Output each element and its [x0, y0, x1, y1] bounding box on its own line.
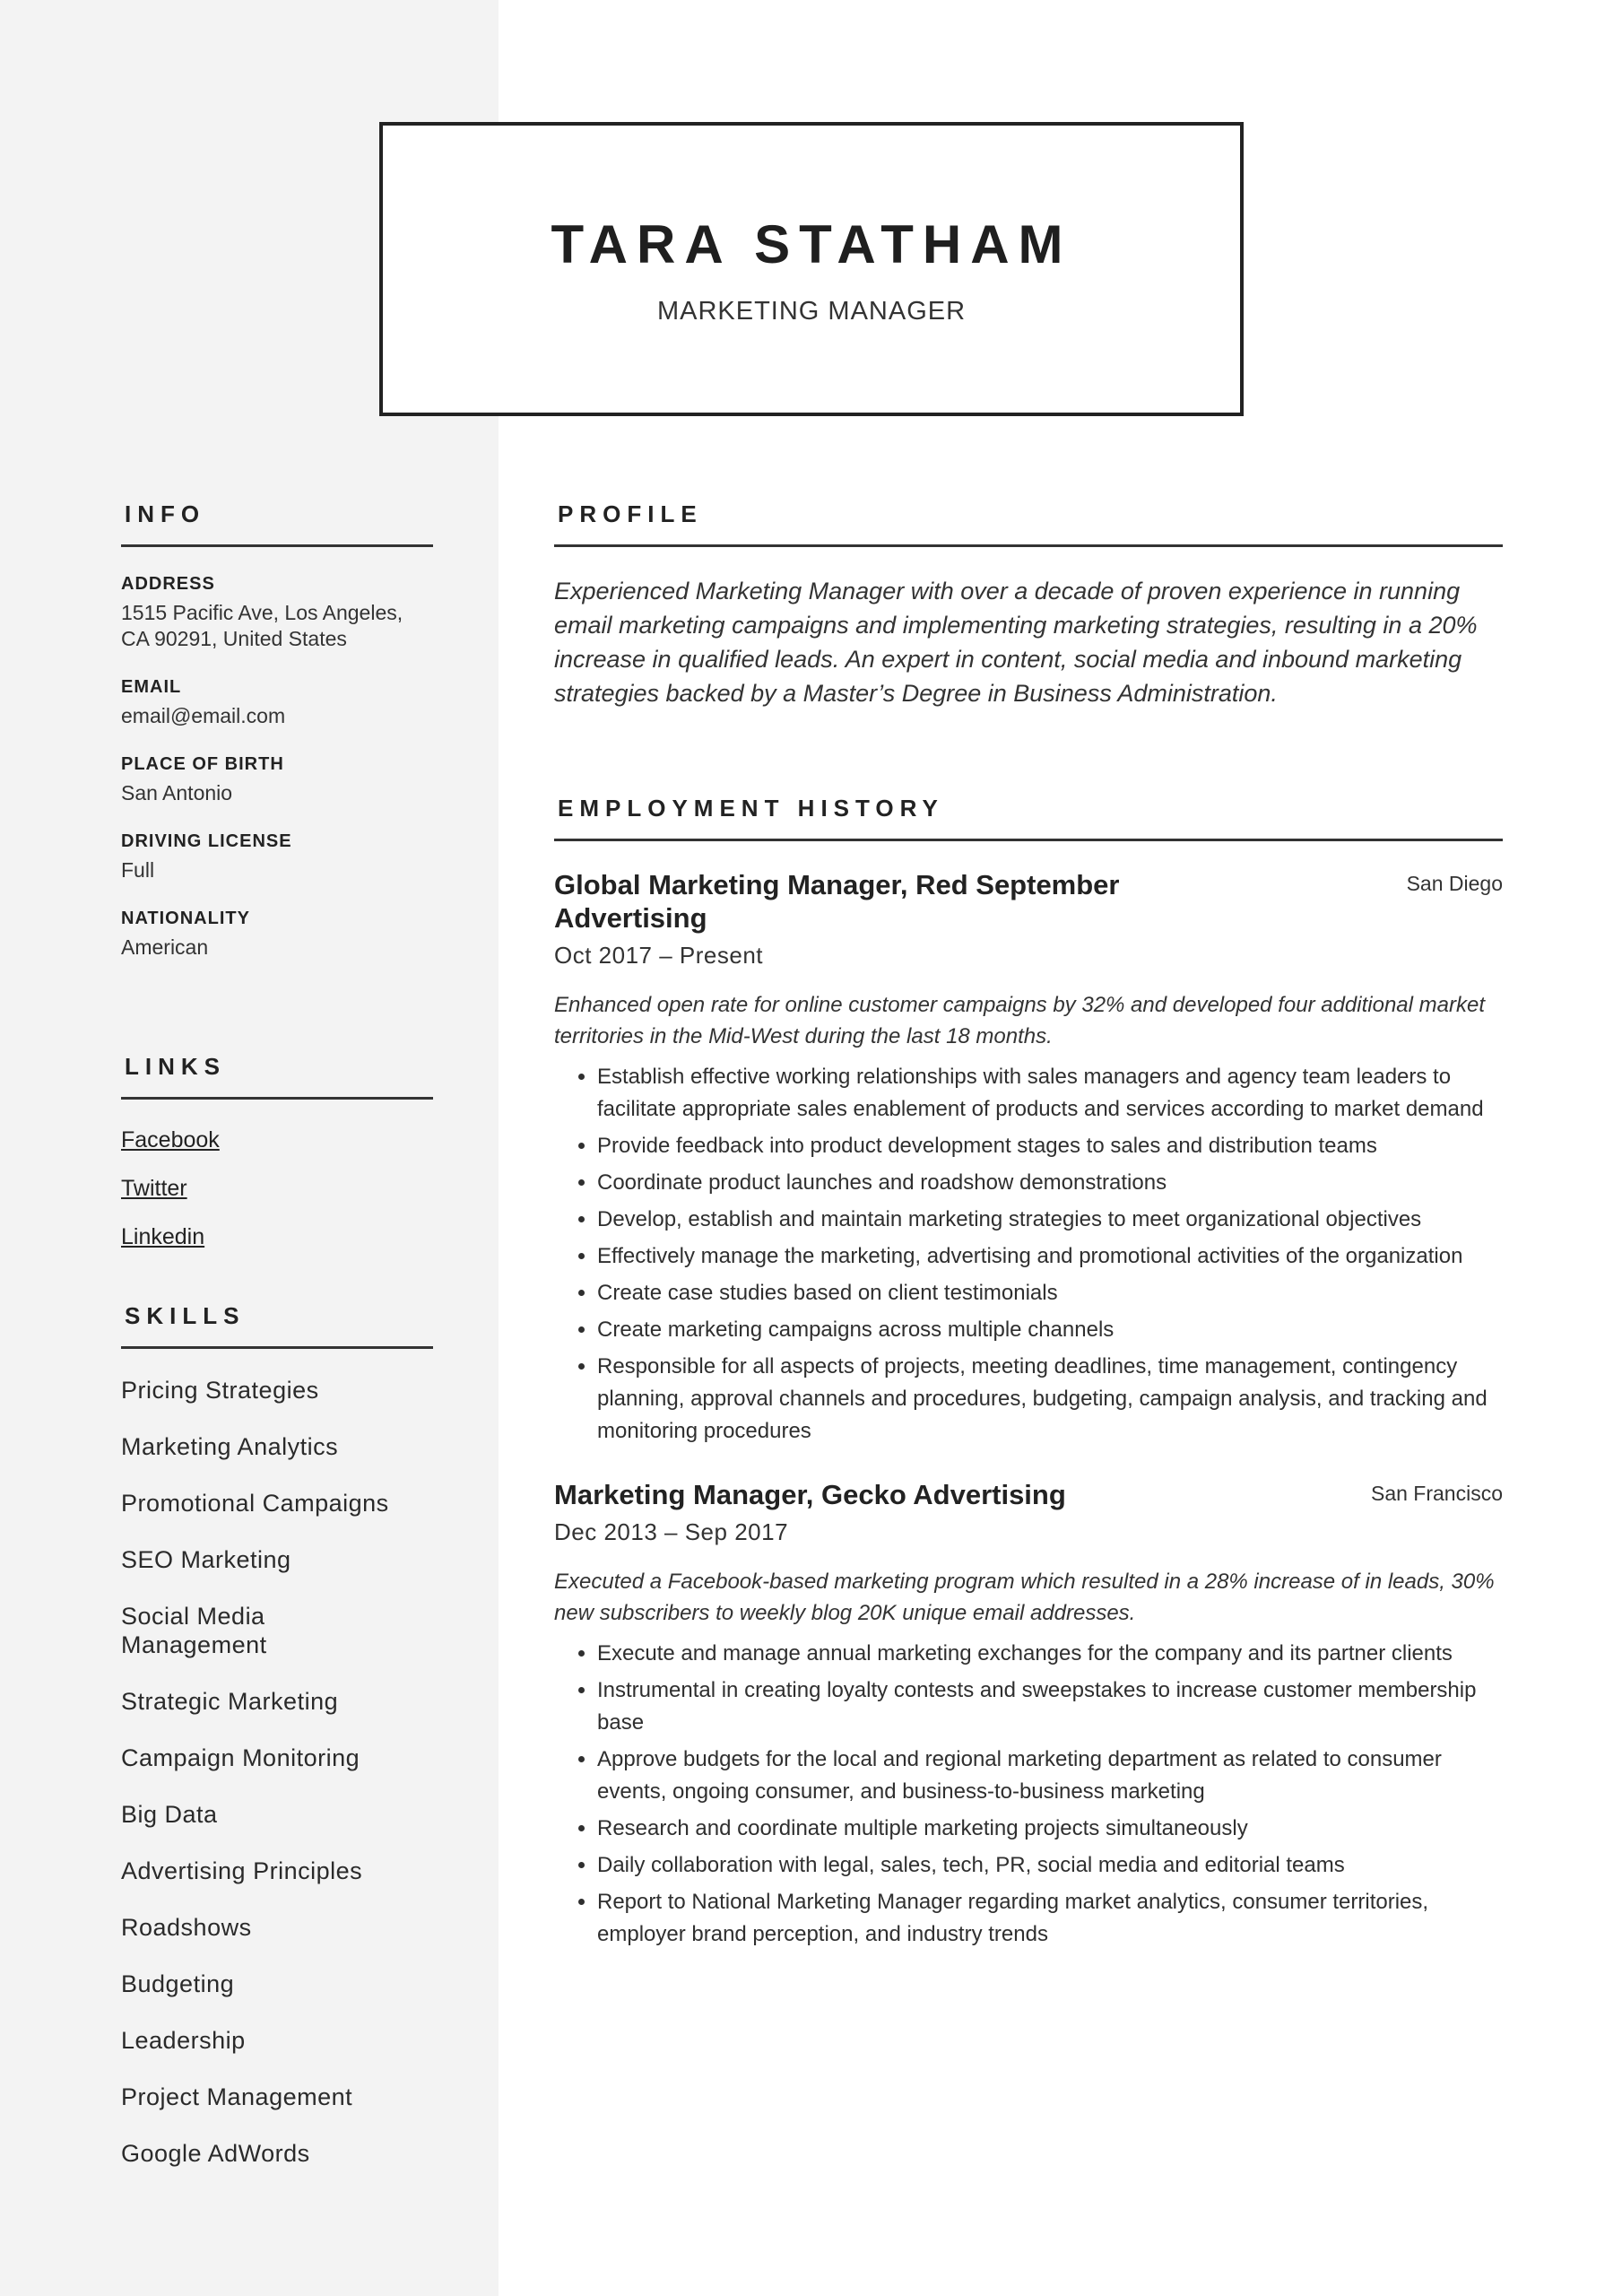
- employment-heading: EMPLOYMENT HISTORY: [554, 795, 1503, 841]
- bullet-item: • Provide feedback into product development stages to sales and distribution teams: [597, 1130, 1503, 1162]
- bullet-item: • Execute and manage annual marketing exchanges for the company and its partner clients: [597, 1638, 1503, 1670]
- skill-item: Google AdWords: [121, 2140, 310, 2167]
- info-nationality: [121, 909, 433, 961]
- info-label: ADDRESS: [121, 574, 215, 594]
- skill-item: SEO Marketing: [121, 1546, 291, 1573]
- bullet-item: • Develop, establish and maintain marketing strategies to meet organizational objectives: [597, 1204, 1503, 1236]
- bullet-item: • Instrumental in creating loyalty contests and sweepstakes to increase customer membership base: [597, 1674, 1503, 1739]
- job-city: San Francisco: [1370, 1482, 1503, 1505]
- skill-item: Strategic Marketing: [121, 1688, 339, 1715]
- job-header: [554, 868, 1503, 935]
- info-address: [121, 574, 433, 652]
- candidate-title: MARKETING MANAGER: [656, 297, 967, 326]
- links-heading: LINKS: [121, 1053, 433, 1100]
- info-value: email@email.com: [121, 704, 286, 727]
- skill-item: Promotional Campaigns: [121, 1490, 389, 1517]
- skill-item: Budgeting: [121, 1970, 235, 1997]
- job-title: Global Marketing Manager, Red September Advertising: [554, 869, 1120, 934]
- link-linkedin[interactable]: Linkedin: [121, 1224, 205, 1249]
- name-header-box: [379, 122, 1244, 416]
- info-label: NATIONALITY: [121, 909, 250, 928]
- job-summary: Enhanced open rate for online customer campaigns by 32% and developed four additional market territories in the Mid-West during the last 18 months.: [554, 993, 1485, 1048]
- info-email: [121, 677, 433, 729]
- bullet-item: • Research and coordinate multiple marketing projects simultaneously: [597, 1813, 1503, 1845]
- job-bullets: [554, 1638, 1503, 1951]
- job-entry: [554, 1478, 1503, 1951]
- links-section: [121, 1053, 433, 1250]
- bullet-item: • Create marketing campaigns across multiple channels: [597, 1314, 1503, 1346]
- skill-item: Leadership: [121, 2027, 246, 2054]
- info-value: American: [121, 935, 209, 959]
- skill-item: Roadshows: [121, 1914, 252, 1941]
- info-value: San Antonio: [121, 781, 233, 804]
- info-label: DRIVING LICENSE: [121, 831, 292, 851]
- employment-section: [554, 795, 1503, 1955]
- skill-item: Social Media Management: [121, 1603, 267, 1658]
- info-value: Full: [121, 858, 155, 882]
- skills-heading: SKILLS: [121, 1302, 433, 1349]
- skill-item: Pricing Strategies: [121, 1377, 319, 1404]
- skill-item: Big Data: [121, 1801, 218, 1828]
- info-heading: INFO: [121, 500, 433, 547]
- info-driving-license: [121, 831, 433, 883]
- bullet-item: • Establish effective working relationships with sales managers and agency team leaders to facilitate appropriate sales enablement of products and services according to market demand: [597, 1061, 1503, 1126]
- info-label: PLACE OF BIRTH: [121, 754, 284, 774]
- job-summary: Executed a Facebook-based marketing program which resulted in a 28% increase of in leads, 30% new subscribers to weekly blog 20K unique email addresses.: [554, 1570, 1495, 1625]
- bullet-item: • Approve budgets for the local and regional marketing department as related to consumer events, ongoing consumer, and business-to-business marketing: [597, 1744, 1503, 1808]
- candidate-name: TARA STATHAM: [551, 214, 1072, 274]
- bullet-item: • Effectively manage the marketing, advertising and promotional activities of the organization: [597, 1240, 1503, 1273]
- link-facebook[interactable]: Facebook: [121, 1127, 220, 1152]
- info-place-of-birth: [121, 754, 433, 806]
- bullet-item: • Coordinate product launches and roadshow demonstrations: [597, 1167, 1503, 1199]
- bullet-item: • Report to National Marketing Manager regarding market analytics, consumer territories, employer brand perception, and industry trends: [597, 1886, 1503, 1951]
- job-dates: Oct 2017 – Present: [554, 942, 764, 969]
- job-header: [554, 1478, 1503, 1511]
- skill-item: Project Management: [121, 2083, 353, 2110]
- skill-item: Advertising Principles: [121, 1857, 363, 1884]
- profile-text: Experienced Marketing Manager with over a decade of proven experience in running email marketing campaigns and implementing marketing strategies, resulting in a 20% increase in qualified leads. An expert in content, social media and inbound marketing strategies backed by a Master’s Degree in Business Administration.: [554, 578, 1478, 707]
- skills-section: [121, 1302, 433, 2168]
- info-label: EMAIL: [121, 677, 182, 697]
- job-dates: Dec 2013 – Sep 2017: [554, 1518, 789, 1545]
- skill-item: Campaign Monitoring: [121, 1744, 360, 1771]
- info-value: 1515 Pacific Ave, Los Angeles, CA 90291, United States: [121, 601, 403, 650]
- bullet-item: • Daily collaboration with legal, sales, tech, PR, social media and editorial teams: [597, 1849, 1503, 1882]
- profile-section: [554, 500, 1503, 710]
- job-title: Marketing Manager, Gecko Advertising: [554, 1479, 1066, 1510]
- job-bullets: [554, 1061, 1503, 1448]
- link-twitter[interactable]: Twitter: [121, 1176, 187, 1201]
- info-section: [121, 500, 433, 961]
- job-city: San Diego: [1406, 872, 1503, 895]
- skill-item: Marketing Analytics: [121, 1433, 339, 1460]
- bullet-item: • Responsible for all aspects of projects, meeting deadlines, time management, contingency planning, approval channels and procedures, budgeting, campaign analysis, and tracking and monitoring procedures: [597, 1351, 1503, 1448]
- job-entry: [554, 868, 1503, 1448]
- bullet-item: • Create case studies based on client testimonials: [597, 1277, 1503, 1309]
- profile-heading: PROFILE: [554, 500, 1503, 547]
